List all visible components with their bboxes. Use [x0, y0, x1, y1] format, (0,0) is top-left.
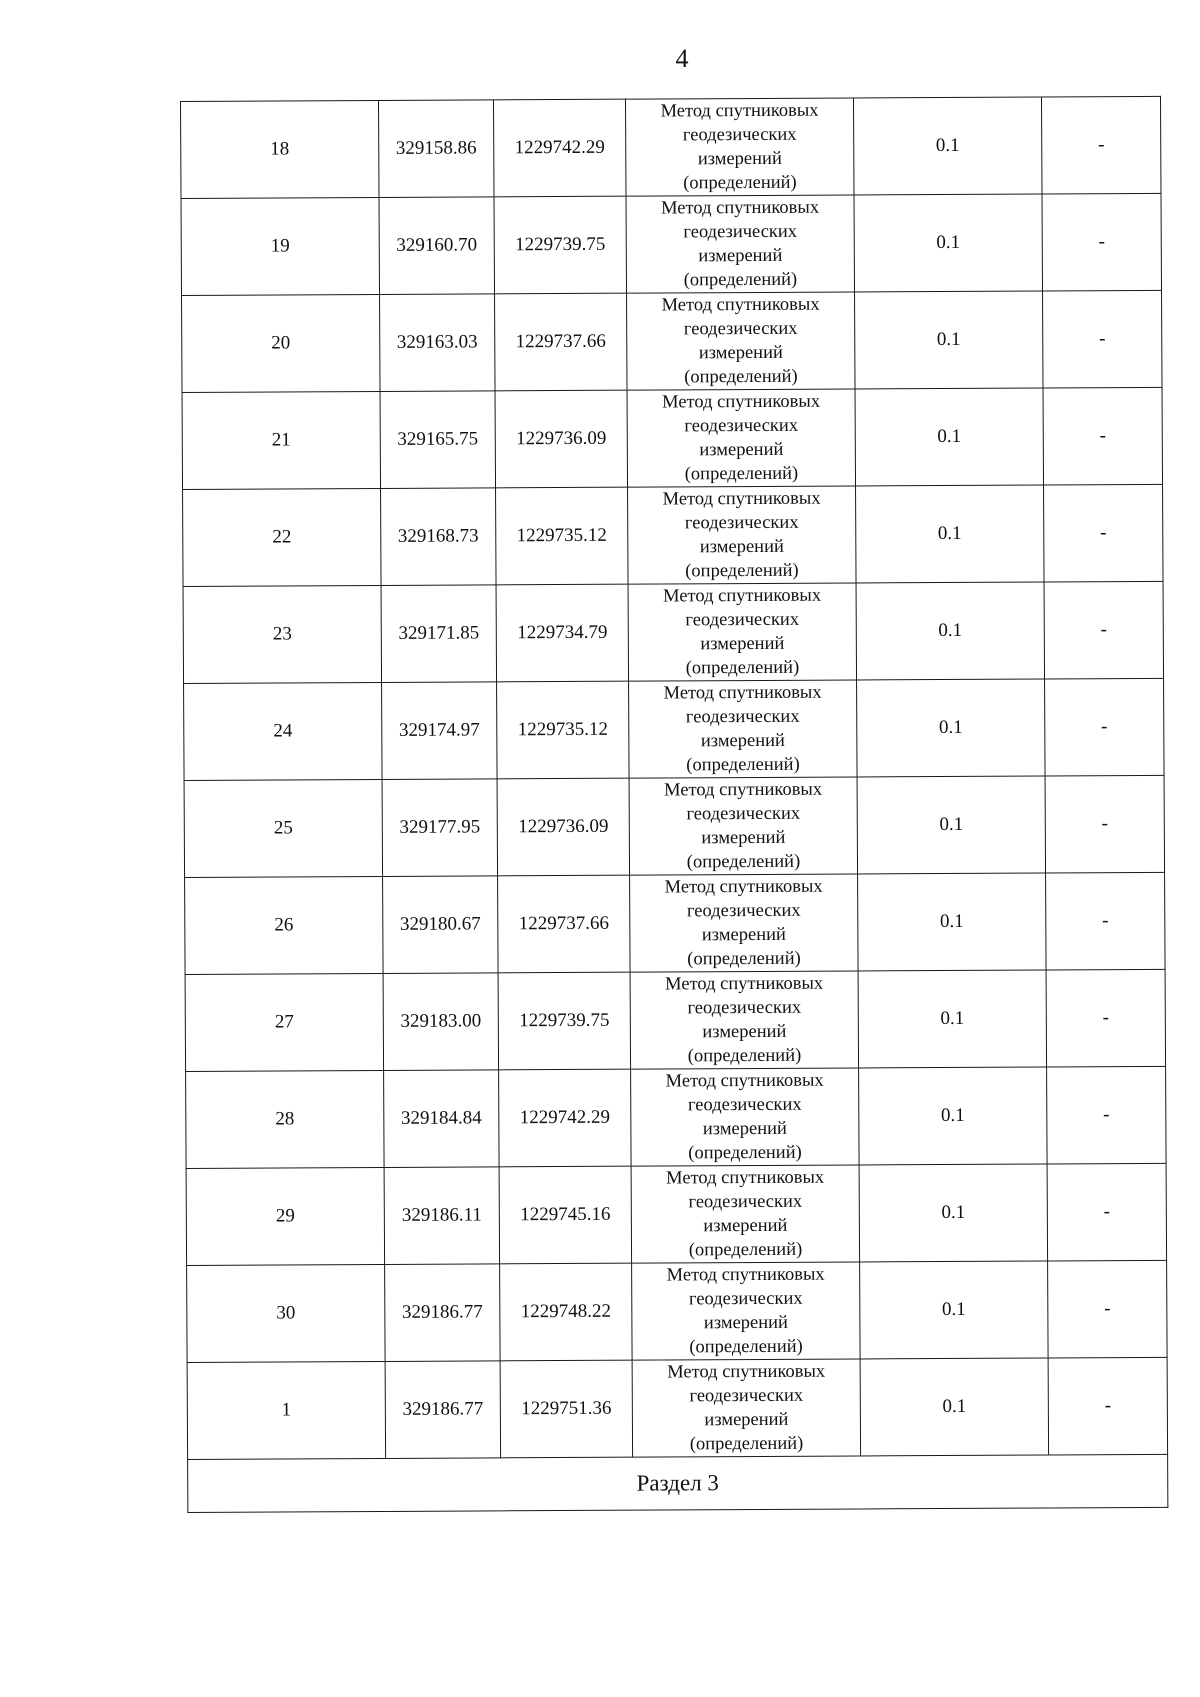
method-line: геодезических — [685, 706, 800, 728]
point-number-cell: 23 — [183, 585, 382, 683]
point-number-cell: 27 — [185, 973, 384, 1071]
description-cell: - — [1047, 1066, 1167, 1164]
method-line: измерений — [700, 633, 785, 655]
x-coordinate-cell: 329158.86 — [378, 100, 494, 198]
method-line: (определений) — [683, 172, 797, 194]
y-coordinate-cell: 1229748.22 — [500, 1263, 633, 1361]
method-cell — [629, 680, 858, 778]
table-row — [185, 872, 1165, 974]
method-cell — [630, 874, 859, 972]
method-line: Метод спутниковых — [666, 1167, 825, 1189]
coordinates-table — [180, 96, 1168, 1513]
method-line: (определений) — [687, 1045, 802, 1067]
y-coordinate-cell: 1229737.66 — [495, 293, 628, 391]
method-cell — [632, 1262, 861, 1360]
method-line: измерений — [702, 1021, 787, 1043]
accuracy-cell: 0.1 — [856, 485, 1045, 583]
section-title: Раздел 3 — [188, 1454, 1168, 1512]
method-line: Метод спутниковых — [664, 779, 823, 801]
point-number-cell: 20 — [182, 294, 381, 392]
y-coordinate-cell: 1229742.29 — [493, 99, 626, 197]
method-cell — [627, 389, 856, 487]
page-number: 4 — [675, 44, 689, 73]
y-coordinate-cell: 1229735.12 — [496, 487, 629, 585]
table-row — [186, 1163, 1166, 1265]
x-coordinate-cell: 329168.73 — [381, 488, 497, 586]
point-number-cell: 29 — [186, 1167, 385, 1265]
table-row — [181, 193, 1161, 295]
accuracy-cell: 0.1 — [855, 388, 1044, 486]
y-coordinate-cell: 1229737.66 — [498, 875, 631, 973]
point-number-cell: 30 — [187, 1264, 386, 1362]
table-body — [181, 96, 1168, 1512]
table-row — [187, 1260, 1167, 1362]
x-coordinate-cell: 329165.75 — [380, 391, 496, 489]
method-line: (определений) — [689, 1336, 803, 1358]
accuracy-cell: 0.1 — [854, 194, 1043, 292]
accuracy-cell: 0.1 — [857, 679, 1046, 777]
point-number-cell: 21 — [182, 391, 381, 489]
method-line: (определений) — [684, 366, 798, 388]
table-row — [187, 1357, 1167, 1459]
accuracy-cell: 0.1 — [860, 1261, 1049, 1359]
method-cell — [632, 1359, 861, 1457]
method-line: Метод спутниковых — [660, 100, 819, 122]
method-cell — [628, 583, 857, 681]
table-row — [184, 775, 1164, 877]
section-row — [188, 1454, 1168, 1512]
method-line: геодезических — [683, 221, 798, 243]
description-cell: - — [1045, 678, 1165, 776]
method-line: измерений — [702, 1118, 787, 1140]
table-row — [183, 581, 1163, 683]
method-line: геодезических — [688, 1191, 803, 1213]
y-coordinate-cell: 1229739.75 — [498, 972, 631, 1070]
method-line: (определений) — [686, 851, 801, 873]
method-line: измерений — [699, 439, 784, 461]
method-line: геодезических — [684, 512, 799, 534]
x-coordinate-cell: 329163.03 — [380, 294, 496, 392]
method-line: Метод спутниковых — [663, 585, 822, 607]
point-number-cell: 28 — [186, 1070, 385, 1168]
x-coordinate-cell: 329180.67 — [383, 876, 499, 974]
method-line: измерений — [703, 1312, 788, 1334]
point-number-cell: 25 — [184, 779, 383, 877]
x-coordinate-cell: 329160.70 — [379, 197, 495, 295]
method-line: Метод спутниковых — [663, 682, 822, 704]
method-line: геодезических — [688, 1288, 803, 1310]
method-line: геодезических — [686, 900, 801, 922]
y-coordinate-cell: 1229735.12 — [497, 681, 630, 779]
description-cell: - — [1047, 1163, 1167, 1261]
x-coordinate-cell: 329171.85 — [381, 585, 497, 683]
method-cell — [627, 292, 856, 390]
method-cell — [631, 1165, 860, 1263]
method-line: Метод спутниковых — [662, 391, 821, 413]
point-number-cell: 19 — [181, 197, 380, 295]
accuracy-cell: 0.1 — [859, 1067, 1048, 1165]
y-coordinate-cell: 1229751.36 — [500, 1360, 633, 1458]
method-line: геодезических — [684, 415, 799, 437]
table-row — [182, 387, 1162, 489]
method-line: (определений) — [684, 463, 799, 485]
method-line: (определений) — [683, 269, 798, 291]
method-line: Метод спутниковых — [667, 1361, 826, 1383]
method-line: измерений — [701, 924, 786, 946]
description-cell: - — [1046, 969, 1166, 1067]
method-line: (определений) — [689, 1433, 804, 1455]
method-line: Метод спутниковых — [665, 1070, 824, 1092]
x-coordinate-cell: 329184.84 — [384, 1070, 500, 1168]
method-line: измерений — [698, 245, 783, 267]
method-line: Метод спутниковых — [664, 876, 823, 898]
accuracy-cell: 0.1 — [859, 1164, 1048, 1262]
method-line: (определений) — [688, 1239, 803, 1261]
method-cell — [625, 98, 854, 196]
method-line: измерений — [704, 1409, 789, 1431]
x-coordinate-cell: 329186.77 — [385, 1361, 501, 1459]
method-line: Метод спутниковых — [662, 488, 821, 510]
description-cell: - — [1048, 1357, 1168, 1455]
table-row — [183, 484, 1163, 586]
method-line: Метод спутниковых — [665, 973, 824, 995]
method-line: геодезических — [687, 997, 802, 1019]
y-coordinate-cell: 1229734.79 — [496, 584, 629, 682]
description-cell: - — [1044, 581, 1164, 679]
method-line: измерений — [697, 148, 782, 170]
method-line: измерений — [699, 536, 784, 558]
accuracy-cell: 0.1 — [853, 97, 1042, 195]
x-coordinate-cell: 329174.97 — [382, 682, 498, 780]
accuracy-cell: 0.1 — [858, 970, 1047, 1068]
description-cell: - — [1045, 775, 1165, 873]
method-line: (определений) — [686, 754, 800, 776]
x-coordinate-cell: 329186.11 — [384, 1167, 500, 1265]
x-coordinate-cell: 329186.77 — [385, 1264, 501, 1362]
method-line: (определений) — [685, 560, 799, 582]
method-line: Метод спутниковых — [661, 197, 820, 219]
description-cell: - — [1043, 387, 1163, 485]
description-cell: - — [1042, 193, 1162, 291]
accuracy-cell: 0.1 — [855, 291, 1044, 389]
x-coordinate-cell: 329183.00 — [383, 973, 499, 1071]
method-line: (определений) — [687, 948, 801, 970]
y-coordinate-cell: 1229736.09 — [497, 778, 630, 876]
method-line: геодезических — [689, 1385, 804, 1407]
method-line: геодезических — [686, 803, 801, 825]
method-line: (определений) — [685, 657, 800, 679]
description-cell: - — [1048, 1260, 1168, 1358]
method-line: геодезических — [683, 318, 798, 340]
method-line: Метод спутниковых — [661, 294, 820, 316]
method-line: измерений — [698, 342, 783, 364]
method-line: измерений — [700, 730, 785, 752]
table-row — [186, 1066, 1166, 1168]
method-line: геодезических — [682, 124, 797, 146]
method-cell — [630, 971, 859, 1069]
method-cell — [629, 777, 858, 875]
method-cell — [628, 486, 857, 584]
method-line: измерений — [701, 827, 786, 849]
method-line: (определений) — [688, 1142, 802, 1164]
accuracy-cell: 0.1 — [860, 1358, 1049, 1456]
method-line: геодезических — [685, 609, 800, 631]
y-coordinate-cell: 1229742.29 — [499, 1069, 632, 1167]
method-cell — [626, 195, 855, 293]
table-row — [185, 969, 1165, 1071]
method-line: Метод спутниковых — [666, 1264, 825, 1286]
description-cell: - — [1041, 96, 1161, 194]
accuracy-cell: 0.1 — [857, 776, 1046, 874]
description-cell: - — [1046, 872, 1166, 970]
method-cell — [631, 1068, 860, 1166]
y-coordinate-cell: 1229739.75 — [494, 196, 627, 294]
method-line: измерений — [703, 1215, 788, 1237]
point-number-cell: 22 — [183, 488, 382, 586]
table-row — [181, 96, 1161, 198]
x-coordinate-cell: 329177.95 — [382, 779, 498, 877]
y-coordinate-cell: 1229736.09 — [495, 390, 628, 488]
y-coordinate-cell: 1229745.16 — [499, 1166, 632, 1264]
table-row — [182, 290, 1162, 392]
point-number-cell: 24 — [184, 682, 383, 780]
description-cell: - — [1044, 484, 1164, 582]
point-number-cell: 18 — [181, 100, 380, 198]
description-cell: - — [1043, 290, 1163, 388]
point-number-cell: 26 — [185, 876, 384, 974]
point-number-cell: 1 — [187, 1361, 386, 1459]
accuracy-cell: 0.1 — [856, 582, 1045, 680]
method-line: геодезических — [687, 1094, 802, 1116]
accuracy-cell: 0.1 — [858, 873, 1047, 971]
table-row — [184, 678, 1164, 780]
